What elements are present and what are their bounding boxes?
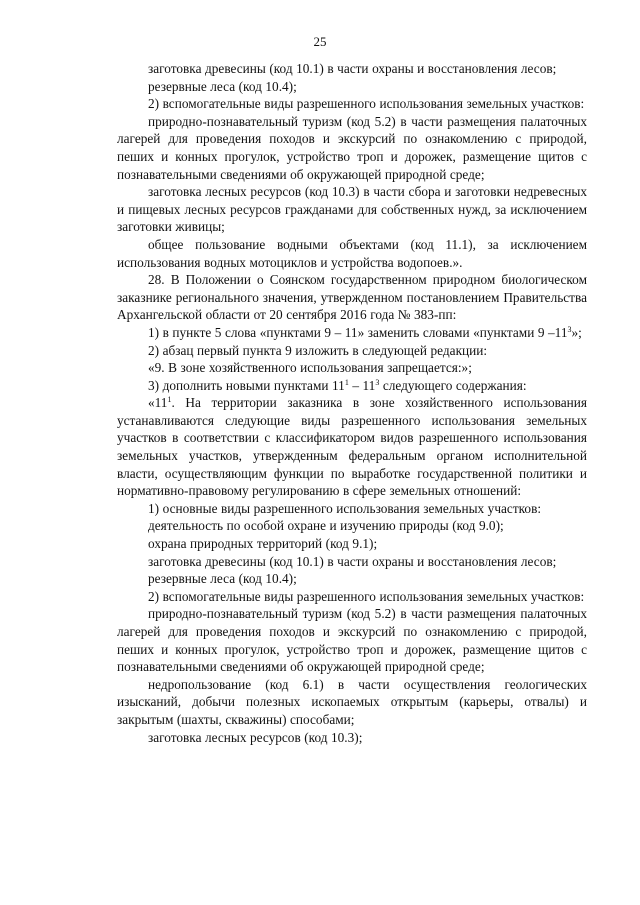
text-run: 2) вспомогательные виды разрешенного использования земельных участков: (148, 96, 585, 112)
text-run: заготовка лесных ресурсов (код 10.3) в части сбора и заготовки недревесных и пищевых лесных ресурсов гражданами для собственных нужд, за исключением заготовки живицы; (117, 184, 587, 235)
text-run: резервные леса (код 10.4); (148, 571, 297, 587)
text-run: природно-познавательный туризм (код 5.2) в части размещения палаточных лагерей для проведения походов и экскурсий по ознакомлению с природой, пеших и конных прогулок, устройство троп и дорожек, размещение щитов с познавательными сведениями об окружающей природной среде; (117, 113, 587, 182)
paragraph-p18 (117, 588, 587, 606)
paragraph-p11 (117, 377, 587, 395)
superscript: 3 (375, 377, 380, 387)
paragraph-p20 (117, 676, 587, 729)
text-run: «11 (148, 395, 168, 411)
text-run: – 11 (348, 377, 376, 393)
paragraph-p08 (117, 324, 587, 342)
paragraph-p19 (117, 605, 587, 675)
text-run: следующего содержания: (379, 377, 527, 393)
text-run: 1) основные виды разрешенного использования земельных участков: (148, 500, 542, 516)
paragraph-p13 (117, 500, 587, 518)
page-number: 25 (313, 34, 327, 49)
paragraph-p01 (117, 60, 587, 78)
text-run: . На территории заказника в зоне хозяйственного использования устанавливаются следующие виды разрешенного использования земельных участков в соответствии с классификатором видов разрешенного использования земельных участков, утвержденным федеральным органом исполнительной власти, осуществляющим функции по выработке государственной политики и нормативно-правовому регулированию в сфере земельных отношений: (117, 395, 587, 499)
document-body (117, 60, 587, 746)
text-run: заготовка древесины (код 10.1) в части охраны и восстановления лесов; (148, 61, 557, 76)
superscript: 3 (567, 324, 572, 334)
paragraph-p21 (117, 729, 587, 747)
paragraph-p12 (117, 394, 587, 500)
paragraph-p10 (117, 359, 587, 377)
text-run: 28. В Положении о Соянском государственном природном биологическом заказнике регионального значения, утвержденном постановлением Правительства Архангельской области от 20 сентября 2016 года № 383-пп: (117, 272, 587, 323)
paragraph-p07 (117, 271, 587, 324)
text-run: заготовка древесины (код 10.1) в части охраны и восстановления лесов; (148, 553, 557, 569)
text-run: 1) в пункте 5 слова «пунктами 9 – 11» заменить словами «пунктами 9 –11 (148, 324, 568, 340)
text-run: недропользование (код 6.1) в части осуществления геологических изысканий, добычи полезных ископаемых открытым (карьеры, отвалы) и закрытым (шахты, скважины) способами; (117, 676, 587, 727)
text-run: резервные леса (код 10.4); (148, 78, 297, 94)
text-run: »; (571, 324, 582, 340)
paragraph-p02 (117, 78, 587, 96)
paragraph-p03 (117, 95, 587, 113)
text-run: общее пользование водными объектами (код 11.1), за исключением использования водных мотоциклов и устройства водопоев.». (117, 236, 587, 270)
text-run: деятельность по особой охране и изучению природы (код 9.0); (148, 518, 504, 534)
paragraph-p17 (117, 570, 587, 588)
text-run: 3) дополнить новыми пунктами 11 (148, 377, 345, 393)
superscript: 1 (344, 377, 349, 387)
paragraph-p09 (117, 342, 587, 360)
text-run: «9. В зоне хозяйственного использования запрещается:»; (148, 360, 472, 376)
superscript: 1 (167, 395, 172, 405)
text-run: охрана природных территорий (код 9.1); (148, 536, 378, 552)
text-run: природно-познавательный туризм (код 5.2) в части размещения палаточных лагерей для проведения походов и экскурсий по ознакомлению с природой, пеших и конных прогулок, устройство троп и дорожек, размещение щитов с познавательными сведениями об окружающей природной среде; (117, 606, 587, 675)
paragraph-p04 (117, 113, 587, 183)
paragraph-p15 (117, 535, 587, 553)
text-run: заготовка лесных ресурсов (код 10.3); (148, 729, 363, 745)
text-run: 2) вспомогательные виды разрешенного использования земельных участков: (148, 588, 585, 604)
paragraph-p06 (117, 236, 587, 271)
paragraph-p16 (117, 553, 587, 571)
text-run: 2) абзац первый пункта 9 изложить в следующей редакции: (148, 342, 488, 358)
paragraph-p05 (117, 183, 587, 236)
paragraph-p14 (117, 517, 587, 535)
